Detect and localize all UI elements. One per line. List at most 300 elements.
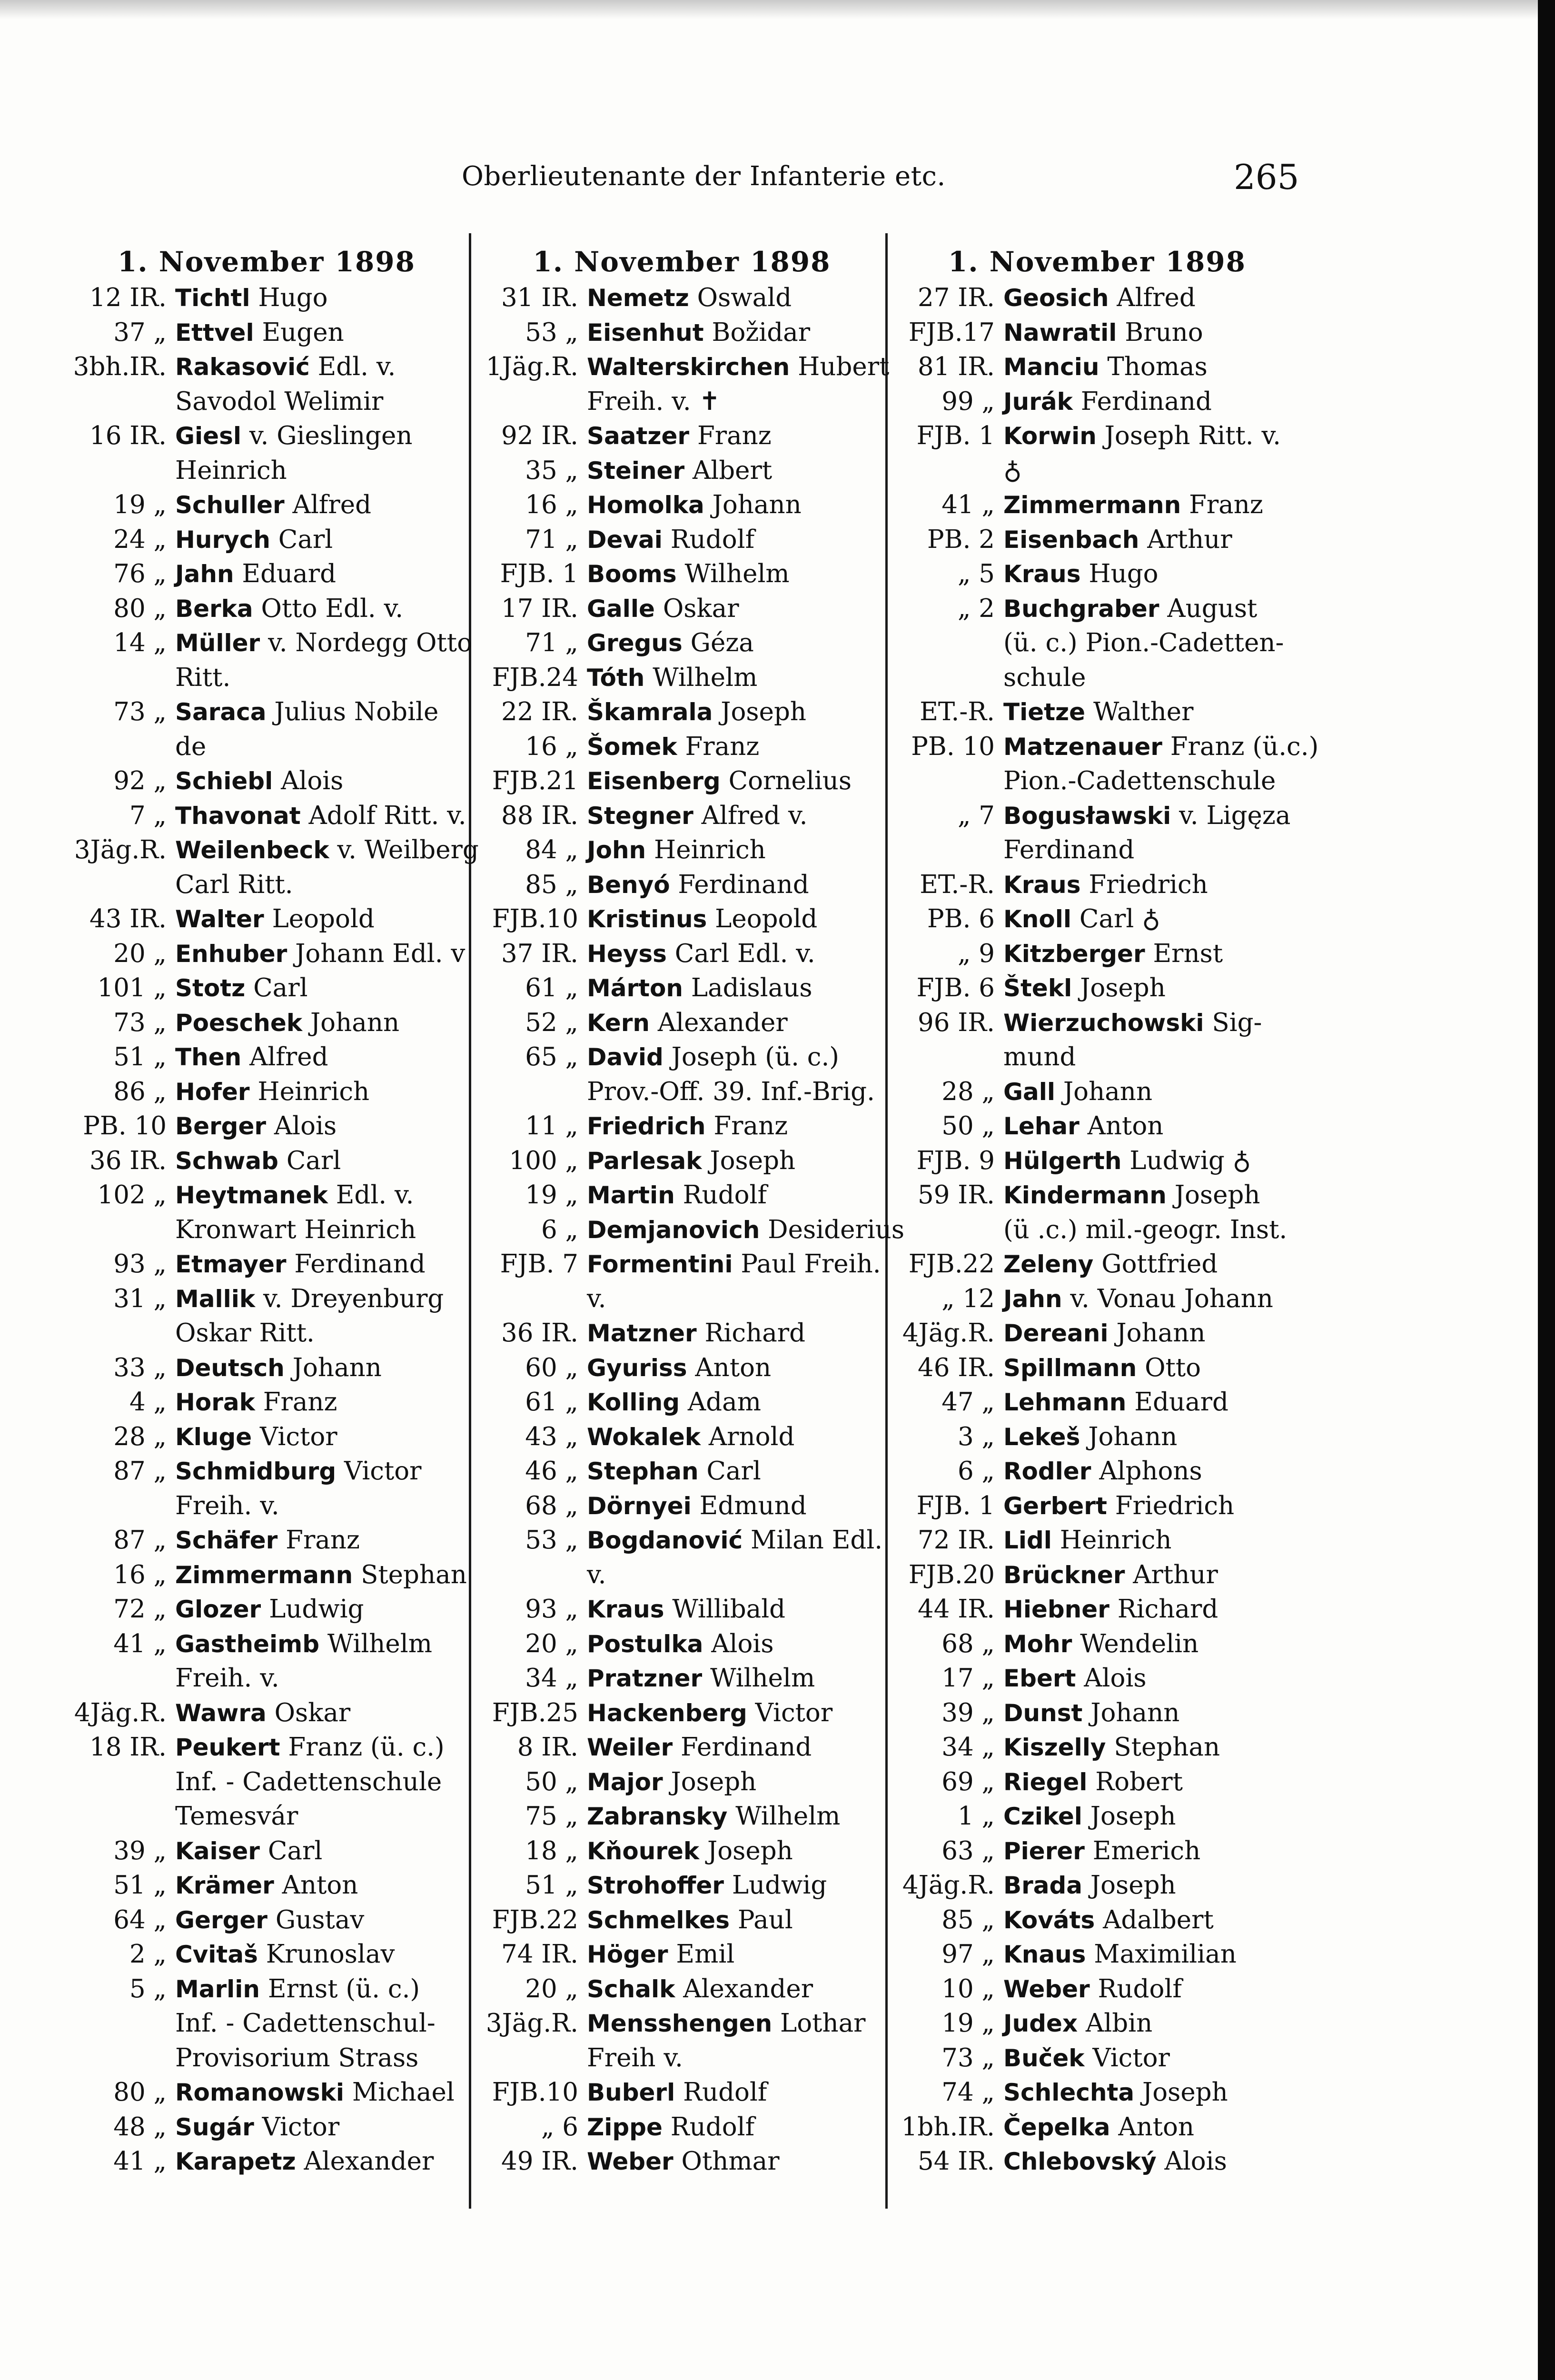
officer-name <box>1003 1144 1299 1179</box>
officer-name <box>1003 1316 1299 1351</box>
officer-given-names: v. Gieslingen <box>249 421 413 450</box>
entry-continuation: Savodol Welimir <box>175 387 384 416</box>
regiment-unit: FJB. 7 <box>500 1250 578 1279</box>
officer-name <box>175 764 466 799</box>
officer-surname: Strohoffer <box>587 1872 724 1899</box>
officer-name <box>1003 1523 1299 1558</box>
officer-name <box>1003 419 1299 488</box>
entry-continuation: v. <box>587 1284 606 1313</box>
officer-surname: Kern <box>587 1009 650 1037</box>
officer-name <box>587 1213 904 1248</box>
regiment-unit: 74 IR. <box>501 1940 578 1969</box>
officer-given-names: Ferdinand <box>1080 387 1212 416</box>
officer-name <box>1003 592 1299 695</box>
officer-name <box>587 592 885 626</box>
officer-name <box>1003 1592 1299 1627</box>
officer-given-names: Arthur <box>1147 525 1232 554</box>
regiment-unit: FJB.22 <box>492 1905 578 1934</box>
officer-name <box>587 1799 885 1834</box>
officer-name <box>175 1972 466 2076</box>
list-item <box>478 2075 885 2110</box>
officer-given-names: Franz <box>697 421 772 450</box>
officer-name <box>587 2110 885 2145</box>
list-item <box>67 592 466 626</box>
regiment-unit: 35 „ <box>525 456 578 485</box>
list-item <box>895 488 1299 523</box>
officer-surname: Gregus <box>587 629 683 657</box>
officer-name <box>1003 1558 1299 1593</box>
regiment-unit: 36 IR. <box>89 1146 167 1175</box>
column-divider <box>469 233 471 2209</box>
officer-given-names: Alois <box>281 766 344 795</box>
regiment-unit: PB. 10 <box>83 1111 167 1140</box>
officer-surname: Poeschek <box>175 1009 303 1037</box>
officer-name <box>1003 316 1299 350</box>
list-item <box>895 971 1299 1006</box>
list-item <box>67 488 466 523</box>
entry-continuation: Freih. v. <box>175 1664 279 1693</box>
officer-name <box>587 2075 885 2110</box>
officer-surname: Mallik <box>175 1285 256 1313</box>
officer-name <box>1003 1696 1299 1731</box>
regiment-unit: 3Jäg.R. <box>74 835 167 864</box>
regiment-unit: „ 9 <box>957 939 995 968</box>
regiment-unit: „ 7 <box>957 801 995 830</box>
entry-continuation: mund <box>1003 1042 1076 1071</box>
officer-name <box>175 902 466 937</box>
list-item <box>895 419 1299 488</box>
officer-given-names: Johann <box>1090 1698 1180 1727</box>
regiment-unit: 44 IR. <box>918 1595 995 1624</box>
officer-given-names: Johann <box>1116 1319 1206 1348</box>
list-item <box>895 730 1319 799</box>
list-item <box>67 1730 466 1834</box>
officer-given-names: Ferdinand <box>678 870 809 899</box>
officer-name <box>587 833 885 868</box>
list-item <box>895 937 1299 972</box>
officer-surname: Jahn <box>175 560 234 588</box>
officer-given-names: Johann <box>310 1008 400 1037</box>
list-item <box>67 1834 466 1869</box>
regiment-unit: 73 „ <box>113 1008 167 1037</box>
list-item <box>67 1351 466 1386</box>
officer-name <box>587 1351 885 1386</box>
list-item <box>478 2110 885 2145</box>
list-item <box>67 1627 466 1696</box>
regiment-unit: 73 „ <box>941 2043 995 2073</box>
officer-name <box>175 1903 466 1938</box>
list-item <box>67 1454 466 1523</box>
officer-name <box>587 2144 885 2179</box>
officer-name <box>1003 1282 1299 1317</box>
officer-surname: Weber <box>1003 1975 1090 2003</box>
officer-name <box>1003 1489 1299 1524</box>
regiment-unit: 54 IR. <box>918 2147 995 2176</box>
regiment-unit: 86 „ <box>113 1077 167 1106</box>
officer-name <box>175 2110 466 2145</box>
entry-continuation: Provisorium Strass <box>175 2043 419 2073</box>
regiment-unit: 72 „ <box>113 1595 167 1624</box>
officer-surname: Devai <box>587 526 663 554</box>
regiment-unit: 81 IR. <box>918 352 995 381</box>
list-item <box>67 557 466 592</box>
officer-surname: Sugár <box>175 2113 254 2141</box>
list-item <box>895 1799 1299 1834</box>
officer-name <box>175 1558 467 1593</box>
officer-surname: Manciu <box>1003 353 1099 381</box>
officer-given-names: Emil <box>676 1940 735 1969</box>
page-right-edge <box>1538 0 1555 2380</box>
officer-name <box>175 281 466 316</box>
regiment-unit: 37 IR. <box>501 939 578 968</box>
officer-name <box>175 1937 466 1972</box>
officer-surname: Krämer <box>175 1872 274 1899</box>
officer-given-names: Paul <box>737 1905 793 1934</box>
officer-surname: Formentini <box>587 1250 733 1278</box>
list-item <box>478 1868 885 1903</box>
officer-name <box>587 1592 885 1627</box>
list-item <box>67 350 466 419</box>
officer-surname: Demjanovich <box>587 1216 760 1244</box>
regiment-unit: 76 „ <box>113 559 167 588</box>
officer-name <box>1003 1903 1299 1938</box>
officer-name <box>175 1420 466 1455</box>
list-item <box>478 419 885 454</box>
list-item <box>478 1247 885 1316</box>
officer-surname: Weiler <box>587 1734 673 1761</box>
list-item <box>478 902 885 937</box>
officer-name <box>175 1040 466 1075</box>
officer-surname: Kluge <box>175 1423 252 1451</box>
officer-name <box>1003 523 1299 557</box>
officer-given-names: Joseph <box>707 1836 793 1865</box>
regiment-unit: „ 5 <box>957 559 995 588</box>
officer-given-names: Hugo <box>258 283 328 312</box>
officer-given-names: Eduard <box>242 559 337 588</box>
regiment-unit: 1Jäg.R. <box>485 352 578 381</box>
officer-surname: Čepelka <box>1003 2113 1110 2141</box>
list-item <box>478 1040 885 1109</box>
officer-given-names: Eugen <box>262 317 344 347</box>
officer-given-names: Victor <box>755 1698 833 1727</box>
officer-surname: Rakasović <box>175 353 310 381</box>
officer-given-names: Michael <box>352 2078 455 2107</box>
officer-given-names: Lothar <box>780 2009 866 2038</box>
officer-given-names: Thomas <box>1107 352 1208 381</box>
officer-given-names: Franz <box>713 1111 788 1140</box>
list-item <box>895 350 1299 385</box>
officer-surname: Hackenberg <box>587 1699 747 1727</box>
regiment-unit: 31 IR. <box>501 283 578 312</box>
officer-given-names: Joseph <box>1090 1802 1176 1831</box>
regiment-unit: 3bh.IR. <box>73 352 167 381</box>
regiment-unit: 53 „ <box>525 1526 578 1555</box>
officer-name <box>1003 902 1299 937</box>
regiment-unit: 46 „ <box>525 1457 578 1486</box>
regiment-unit: 102 „ <box>97 1180 167 1210</box>
list-item <box>478 1627 885 1662</box>
list-item <box>478 1144 885 1179</box>
officer-given-names: Edl. v. <box>317 352 396 381</box>
officer-given-names: Géza <box>690 628 754 657</box>
regiment-unit: 64 „ <box>113 1905 167 1934</box>
officer-given-names: Joseph <box>1090 1871 1176 1900</box>
officer-name <box>587 730 885 764</box>
officer-name <box>587 1420 885 1455</box>
officer-given-names: Carl <box>267 1836 323 1865</box>
list-item <box>478 592 885 626</box>
regiment-unit: 3Jäg.R. <box>485 2009 578 2038</box>
list-item <box>895 1351 1299 1386</box>
officer-surname: Karapetz <box>175 2148 296 2175</box>
officer-name <box>1003 799 1299 868</box>
officer-given-names: Ludwig ♁ <box>1129 1146 1251 1175</box>
officer-given-names: Franz (ü.c.) <box>1170 732 1319 761</box>
officer-surname: Hurych <box>175 526 270 554</box>
officer-name <box>1003 971 1299 1006</box>
list-item <box>478 1730 885 1765</box>
officer-surname: Galle <box>587 595 655 623</box>
entry-continuation: Carl Ritt. <box>175 870 293 899</box>
list-item <box>478 971 885 1006</box>
officer-given-names: Victor <box>1092 2043 1170 2073</box>
list-item <box>67 1592 466 1627</box>
regiment-unit: 5 „ <box>129 1974 167 2003</box>
officer-name <box>175 1834 466 1869</box>
entry-continuation: Prov.-Off. 39. Inf.-Brig. <box>587 1077 875 1106</box>
regiment-unit: 65 „ <box>525 1042 578 1071</box>
officer-surname: Zimmermann <box>1003 491 1181 519</box>
column-1 <box>67 243 479 2242</box>
officer-name <box>175 1385 466 1420</box>
list-item <box>478 316 885 350</box>
list-item <box>478 1213 905 1248</box>
list-item <box>478 454 885 488</box>
officer-given-names: Friedrich <box>1115 1491 1235 1520</box>
officer-surname: Kaiser <box>175 1837 260 1865</box>
officer-surname: Müller <box>175 629 260 657</box>
officer-given-names: Alois <box>1164 2147 1227 2176</box>
officer-name <box>587 902 885 937</box>
regiment-unit: 39 „ <box>941 1698 995 1727</box>
officer-given-names: Ernst (ü. c.) <box>267 1974 420 2003</box>
regiment-unit: 69 „ <box>941 1767 995 1796</box>
officer-name <box>587 1834 885 1869</box>
officer-surname: Štekl <box>1003 974 1072 1002</box>
entry-continuation: Ferdinand <box>1003 835 1135 864</box>
list-item <box>478 1592 885 1627</box>
regiment-unit: 4Jäg.R. <box>902 1319 995 1348</box>
regiment-unit: 50 „ <box>941 1111 995 1140</box>
officer-given-names: Ferdinand <box>681 1733 812 1762</box>
officer-surname: Lekeš <box>1003 1423 1080 1451</box>
list-item <box>478 1420 885 1455</box>
list-item <box>895 1247 1299 1282</box>
officer-given-names: Joseph (ü. c.) <box>671 1042 839 1071</box>
officer-given-names: Franz <box>685 732 760 761</box>
regiment-unit: 87 „ <box>113 1457 167 1486</box>
officer-name <box>1003 281 1299 316</box>
officer-given-names: Bruno <box>1125 317 1203 347</box>
officer-name <box>175 1627 466 1696</box>
officer-surname: Romanowski <box>175 2079 344 2106</box>
officer-surname: Homolka <box>587 491 704 519</box>
regiment-unit: ET.-R. <box>920 697 995 726</box>
regiment-unit: 85 „ <box>525 870 578 899</box>
officer-given-names: Alfred <box>1117 283 1196 312</box>
regiment-unit: 46 IR. <box>918 1353 995 1382</box>
officer-given-names: Gustav <box>275 1905 365 1934</box>
officer-name <box>1003 1834 1299 1869</box>
page-top-shadow <box>0 0 1555 19</box>
officer-surname: Gyuriss <box>587 1354 687 1382</box>
officer-given-names: Walther <box>1093 697 1194 726</box>
entry-continuation: Inf. - Cadettenschul- <box>175 2009 436 2038</box>
officer-given-names: Heinrich <box>1060 1526 1172 1555</box>
list-item <box>895 316 1299 350</box>
regiment-unit: 80 „ <box>113 2078 167 2107</box>
running-head: Oberlieutenante der Infanterie etc. <box>462 161 946 192</box>
entry-list <box>478 281 905 2179</box>
officer-name <box>587 316 885 350</box>
list-item <box>67 799 466 833</box>
list-item <box>478 488 885 523</box>
regiment-unit: 12 IR. <box>89 283 167 312</box>
officer-surname: Dereani <box>1003 1319 1109 1347</box>
list-item <box>478 1903 885 1938</box>
column-2 <box>478 243 905 2242</box>
officer-name <box>175 1282 466 1351</box>
officer-name <box>175 1592 466 1627</box>
officer-given-names: Alexander <box>304 2147 434 2176</box>
officer-given-names: Sig- <box>1212 1008 1262 1037</box>
officer-given-names: Franz <box>263 1388 337 1417</box>
list-item <box>67 2075 466 2110</box>
regiment-unit: 43 „ <box>525 1422 578 1451</box>
officer-surname: Booms <box>587 560 677 588</box>
officer-name <box>175 1454 466 1523</box>
officer-given-names: Cornelius <box>728 766 852 795</box>
officer-name <box>1003 1661 1299 1696</box>
officer-surname: Spillmann <box>1003 1354 1137 1382</box>
list-item <box>67 764 466 799</box>
list-item <box>67 1558 466 1593</box>
officer-given-names: Julius Nobile <box>274 697 439 726</box>
officer-surname: Márton <box>587 974 683 1002</box>
officer-surname: Matzenauer <box>1003 733 1162 761</box>
officer-surname: Weilenbeck <box>175 836 329 864</box>
regiment-unit: 49 IR. <box>501 2147 578 2176</box>
list-item <box>478 626 885 661</box>
regiment-unit: 96 IR. <box>918 1008 995 1037</box>
officer-surname: Enhuber <box>175 940 287 968</box>
regiment-unit: 85 „ <box>941 1905 995 1934</box>
officer-name <box>175 937 466 972</box>
officer-name <box>587 1316 885 1351</box>
officer-name <box>175 1109 466 1144</box>
regiment-unit: 11 „ <box>525 1111 578 1140</box>
officer-given-names: Rudolf <box>683 2078 767 2107</box>
officer-given-names: Alexander <box>683 1974 813 2003</box>
officer-surname: Gerger <box>175 1906 267 1934</box>
officer-given-names: Joseph <box>1142 2078 1228 2107</box>
regiment-unit: 18 IR. <box>89 1733 167 1762</box>
officer-given-names: Oskar <box>274 1698 351 1727</box>
officer-given-names: Anton <box>1118 2112 1195 2142</box>
regiment-unit: „ 2 <box>957 594 995 623</box>
officer-given-names: Franz <box>1189 490 1263 519</box>
officer-name <box>1003 1868 1299 1903</box>
officer-name <box>1003 1247 1299 1282</box>
regiment-unit: FJB.20 <box>908 1560 995 1589</box>
list-item <box>67 902 466 937</box>
officer-given-names: Wilhelm <box>653 663 758 692</box>
list-item <box>478 1489 885 1524</box>
officer-given-names: Otto Edl. v. <box>261 594 404 623</box>
officer-name <box>587 1903 885 1938</box>
officer-name <box>175 1351 466 1386</box>
officer-given-names: Ferdinand <box>294 1250 426 1279</box>
officer-surname: Stegner <box>587 802 693 830</box>
column-3 <box>895 243 1319 2242</box>
regiment-unit: 61 „ <box>525 973 578 1002</box>
officer-given-names: Carl Edl. v. <box>674 939 815 968</box>
officer-surname: Hülgerth <box>1003 1147 1122 1175</box>
officer-name <box>175 695 466 764</box>
regiment-unit: FJB.10 <box>492 904 578 933</box>
officer-name <box>1003 868 1299 902</box>
entry-continuation: (ü. c.) Pion.-Cadetten- <box>1003 628 1284 657</box>
entry-continuation: Oskar Ritt. <box>175 1319 315 1348</box>
officer-surname: Tichtl <box>175 284 250 312</box>
officer-name <box>175 1144 466 1179</box>
list-item <box>895 1661 1299 1696</box>
list-item <box>895 1627 1299 1662</box>
regiment-unit: 31 „ <box>113 1284 167 1313</box>
entry-continuation: schule <box>1003 663 1086 692</box>
officer-given-names: Edl. v. <box>336 1180 414 1210</box>
regiment-unit: 20 „ <box>113 939 167 968</box>
officer-given-names: Carl <box>706 1457 761 1486</box>
officer-surname: Berger <box>175 1112 267 1140</box>
list-item <box>67 2110 466 2145</box>
list-item <box>895 868 1299 902</box>
regiment-unit: 74 „ <box>941 2078 995 2107</box>
regiment-unit: 17 IR. <box>501 594 578 623</box>
officer-surname: Kindermann <box>1003 1181 1167 1209</box>
officer-given-names: Wilhelm <box>735 1802 841 1831</box>
regiment-unit: FJB.24 <box>492 663 578 692</box>
officer-given-names: Wilhelm <box>710 1664 815 1693</box>
officer-surname: Knoll <box>1003 905 1071 933</box>
list-item <box>895 2110 1299 2145</box>
regiment-unit: 10 „ <box>941 1974 995 2003</box>
entry-continuation: Freih v. <box>587 2043 683 2073</box>
regiment-unit: ET.-R. <box>920 870 995 899</box>
officer-surname: Stephan <box>587 1458 699 1485</box>
list-item <box>895 695 1299 730</box>
officer-surname: Parlesak <box>587 1147 702 1175</box>
officer-given-names: Alexander <box>657 1008 788 1037</box>
list-item <box>478 1696 885 1731</box>
officer-surname: Eisenbach <box>1003 526 1139 554</box>
officer-given-names: Joseph <box>710 1146 796 1175</box>
officer-surname: Schiebl <box>175 767 273 795</box>
regiment-unit: 33 „ <box>113 1353 167 1382</box>
officer-surname: Hofer <box>175 1078 250 1106</box>
officer-surname: Jahn <box>1003 1285 1062 1313</box>
officer-name <box>587 488 885 523</box>
